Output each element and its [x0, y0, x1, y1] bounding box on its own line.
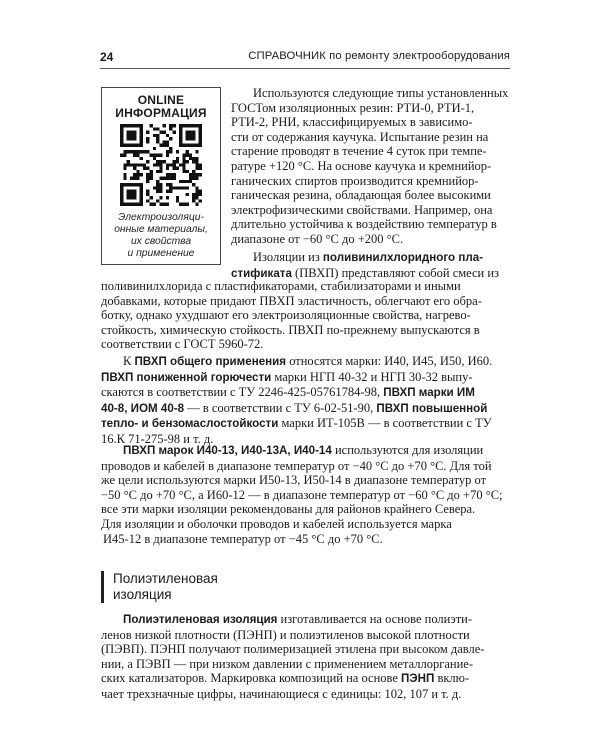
page-header — [100, 46, 510, 69]
text-line: Полиэтиленовая изоляция изготавливается на основе полиэти- — [123, 612, 473, 626]
text-line: сти от содержания каучука. Испытание резин на — [231, 129, 489, 144]
online-info-title — [102, 94, 220, 120]
text-line: старение проводят в течение 4 суток при темпе- — [231, 144, 487, 159]
text-line: 40-8, ИОМ 40-8 — в соответствии с ТУ 6-02-51-90, ПВХП повышенной — [101, 400, 488, 415]
text-line: (ПЭВП). ПЭНП получают полимеризацией этилена при высоком давле- — [101, 642, 485, 657]
text-line: все эти марки изоляции рекомендованы для районов крайнего Севера. — [101, 502, 476, 517]
text-line: соответствии с ГОСТ 5960-72. — [101, 337, 264, 352]
page-number: 24 — [100, 50, 114, 64]
text-line: ботку, однако ухудшают его электроизоляционные свойства, нагрево- — [101, 308, 471, 323]
qr-caption — [102, 212, 220, 260]
text-line: ских катализаторов. Маркировка композиций на основе ПЭНП вклю- — [101, 671, 470, 686]
qr-code-icon[interactable] — [120, 124, 202, 206]
text-line: −50 °С до +70 °С, а И60-12 — в диапазоне температур от −60 °С до +70 °С; — [101, 487, 503, 502]
text-line: добавками, которые придают ПВХП эластичность, облегчают его обра- — [101, 293, 482, 308]
text-line: ПВХП марок И40-13, И40-13А, И40-14 используются для изоляции — [123, 443, 484, 457]
online-title-line: ONLINE — [137, 93, 185, 107]
text-line: ганических спиртов производится кремнийор- — [231, 173, 479, 188]
text-line: проводов и кабелей в диапазоне температур от −40 °С до +70 °С. Для той — [101, 458, 492, 473]
text-line: нии, а ПЭВП — при низком давлении с применением металлоргание- — [101, 656, 473, 671]
text-line: тепло- и бензомаслостойкости марки ИТ-105В — в соответствии с ТУ — [101, 416, 492, 431]
text-line: диапазоне от −60 °С до +200 °С. — [231, 231, 404, 246]
text-line: ленов низкой плотности (ПЭНП) и полиэтиленов высокой плотности — [101, 627, 470, 642]
section-title-line: Полиэтиленовая — [113, 571, 218, 586]
text-line: И45-12 в диапазоне температур от −45 °С до +70 °С. — [103, 531, 383, 546]
qr-caption-line: онные материалы, — [114, 224, 208, 235]
text-line: ПВХП пониженной горючести марки НГП 40-32 и НГП 30-32 выпу- — [101, 369, 473, 384]
online-info-box[interactable] — [101, 87, 221, 265]
qr-caption-line: Электроизоляци- — [118, 212, 204, 223]
text-line: 16.К 71-275-98 и т. д. — [101, 431, 214, 446]
section-heading-polyethylene — [101, 571, 313, 603]
paragraph-rubber-types — [231, 86, 510, 247]
running-title: СПРАВОЧНИК по ремонту электрооборудования — [248, 50, 510, 62]
text-line: стойкость, химическую стойкость. ПВХП по-прежнему выпускаются в — [101, 322, 480, 337]
text-line: стификата (ПВХП) представляют собой смеси из — [231, 265, 499, 280]
text-line: ганическая резина, обладающая более высокими — [231, 188, 491, 203]
text-line: ГОСТом изоляционных резин: РТИ-0, РТИ-1, — [231, 100, 475, 115]
paragraph-pvc-body — [101, 279, 510, 352]
qr-caption-line: и применение — [127, 248, 195, 259]
text-line: РТИ-2, РНИ, классифицируемых в зависимо- — [231, 115, 473, 130]
text-line: ратуре +120 °С. На основе каучука и кремнийор- — [231, 158, 492, 173]
paragraph-polyethylene — [101, 612, 510, 702]
paragraph-pvc-intro — [231, 250, 510, 281]
text-line: же цели используются марки И50-13, И50-14 в диапазоне температур от — [101, 473, 487, 488]
text-line: Используются следующие типы установленных — [253, 86, 509, 100]
text-line: чает трехзначные цифры, начинающиеся с единицы: 102, 107 и т. д. — [101, 686, 462, 701]
text-line: поливинилхлорида с пластификаторами, стабилизаторами и иными — [101, 279, 461, 293]
qr-caption-line: их свойства — [130, 236, 192, 247]
section-title-line: изоляция — [113, 587, 172, 602]
online-title-line: ИНФОРМАЦИЯ — [115, 106, 207, 120]
text-line: длительно устойчива к воздействию температур в — [231, 217, 497, 232]
text-line: К ПВХП общего применения относятся марки: И40, И45, И50, И60. — [123, 354, 493, 368]
text-line: Изоляции из поливинилхлоридного пла- — [253, 250, 484, 264]
paragraph-pvc-grades — [101, 354, 510, 447]
text-line: скаются в соответствии с ТУ 2246-425-05761784-98, ПВХП марки ИМ — [101, 385, 475, 400]
text-line: Для изоляции и оболочки проводов и кабелей используется марка — [101, 516, 452, 531]
text-line: электрофизическими свойствами. Например, она — [231, 202, 493, 217]
paragraph-pvc-temperatures — [101, 443, 510, 546]
